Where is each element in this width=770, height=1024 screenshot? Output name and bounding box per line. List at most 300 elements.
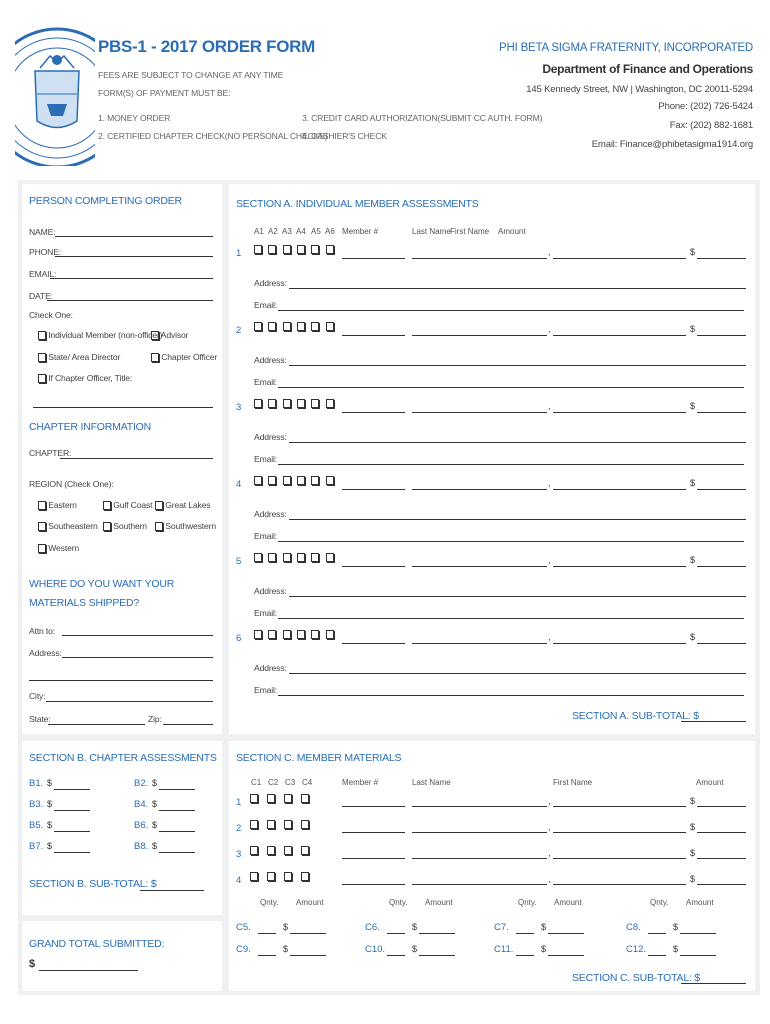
last-name-input[interactable]: [412, 489, 547, 490]
checkbox-icon[interactable]: [311, 553, 319, 562]
address-label: Address:: [254, 278, 287, 288]
date-input[interactable]: [47, 300, 213, 301]
dollar-sign: $: [690, 822, 696, 832]
org-fax: Fax: (202) 882-1681: [669, 120, 753, 131]
material-item-label: C9.: [236, 944, 251, 955]
option-individual-member[interactable]: Individual Member (non-officer): [38, 330, 162, 340]
checkbox-icon[interactable]: [254, 322, 262, 331]
amount-header: Amount: [425, 898, 453, 907]
fee-note: FEES ARE SUBJECT TO CHANGE AT ANY TIME: [98, 70, 284, 80]
form-title: PBS-1 - 2017 ORDER FORM: [98, 37, 315, 56]
dollar-sign: $: [152, 841, 158, 851]
checkbox-icon[interactable]: [268, 322, 276, 331]
member-number-input[interactable]: [342, 412, 405, 413]
last-name-input[interactable]: [412, 258, 547, 259]
col-c-last-name: Last Name: [412, 778, 451, 787]
material-amount-input[interactable]: [290, 955, 326, 956]
chapter-assessment-label: B8.: [134, 841, 149, 852]
dollar-sign: $: [412, 922, 418, 932]
check-one-label: Check One:: [29, 310, 73, 320]
first-name-input[interactable]: [553, 858, 686, 859]
name-input[interactable]: [55, 236, 213, 237]
checkbox-icon[interactable]: [38, 501, 46, 510]
checkbox-icon[interactable]: [151, 353, 159, 362]
checkbox-icon[interactable]: [283, 476, 291, 485]
email-label: Email:: [254, 608, 277, 618]
section-c-heading: SECTION C. MEMBER MATERIALS: [236, 752, 402, 764]
attn-input[interactable]: [62, 635, 213, 636]
last-name-input[interactable]: [412, 884, 547, 885]
checkbox-icon[interactable]: [103, 522, 111, 531]
checkbox-icon[interactable]: [267, 794, 275, 803]
region-gulf-coast[interactable]: Gulf Coast: [103, 500, 152, 510]
phone-label: PHONE:: [29, 247, 62, 257]
email-label: Email:: [254, 531, 277, 541]
amount-input[interactable]: [697, 884, 746, 885]
amount-input[interactable]: [697, 489, 746, 490]
address-input[interactable]: [289, 673, 746, 674]
checkbox-icon[interactable]: [268, 630, 276, 639]
row-number: 4: [236, 875, 242, 886]
qty-input[interactable]: [387, 933, 405, 934]
checkbox-icon[interactable]: [38, 522, 46, 531]
checkbox-icon[interactable]: [326, 399, 334, 408]
checkbox-icon[interactable]: [267, 820, 275, 829]
checkbox-icon[interactable]: [311, 399, 319, 408]
city-label: City:: [29, 691, 46, 701]
first-name-input[interactable]: [553, 884, 686, 885]
member-number-input[interactable]: [342, 489, 405, 490]
col-a2: A2: [268, 227, 278, 236]
checkbox-icon[interactable]: [301, 872, 309, 881]
email-input[interactable]: [278, 618, 744, 619]
col-amount: Amount: [498, 227, 526, 236]
member-number-input[interactable]: [342, 832, 405, 833]
checkbox-icon[interactable]: [284, 794, 292, 803]
dollar-sign: $: [541, 922, 547, 932]
first-name-input[interactable]: [553, 335, 686, 336]
col-a3: A3: [282, 227, 292, 236]
row-number: 4: [236, 479, 242, 490]
row-number: 3: [236, 402, 242, 413]
amount-input[interactable]: [697, 412, 746, 413]
member-number-input[interactable]: [342, 258, 405, 259]
amount-input[interactable]: [697, 258, 746, 259]
checkbox-icon[interactable]: [254, 630, 262, 639]
col-c2: C2: [268, 778, 279, 787]
amount-input[interactable]: [697, 858, 746, 859]
checkbox-icon[interactable]: [268, 245, 276, 254]
checkbox-icon[interactable]: [297, 399, 305, 408]
checkbox-icon[interactable]: [38, 544, 46, 553]
ship-address-label: Address:: [29, 648, 62, 658]
email-input[interactable]: [278, 310, 744, 311]
dollar-sign: $: [152, 820, 158, 830]
col-c3: C3: [285, 778, 296, 787]
qty-input[interactable]: [387, 955, 405, 956]
material-amount-input[interactable]: [680, 955, 716, 956]
section-a-panel: [229, 184, 755, 734]
dollar-sign: $: [690, 555, 696, 565]
dollar-sign: $: [690, 874, 696, 884]
member-number-input[interactable]: [342, 884, 405, 885]
checkbox-icon[interactable]: [297, 322, 305, 331]
dollar-sign: $: [283, 944, 289, 954]
dollar-sign: $: [47, 799, 53, 809]
attn-label: Attn to:: [29, 626, 56, 636]
state-label: State:: [29, 714, 51, 724]
grand-total-panel: [22, 921, 222, 991]
amount-input[interactable]: [697, 832, 746, 833]
comma-separator: ,: [548, 478, 551, 488]
checkbox-icon[interactable]: [254, 399, 262, 408]
qty-header: Qnty.: [389, 898, 408, 907]
dollar-sign: $: [283, 922, 289, 932]
checkbox-icon[interactable]: [267, 846, 275, 855]
row-number: 2: [236, 823, 242, 834]
checkbox-icon[interactable]: [268, 553, 276, 562]
email-input[interactable]: [278, 387, 744, 388]
dollar-sign: $: [541, 944, 547, 954]
member-number-input[interactable]: [342, 643, 405, 644]
dollar-sign: $: [673, 922, 679, 932]
chapter-assessment-label: B4.: [134, 799, 149, 810]
payment-option-4: 4. CASHIER'S CHECK: [302, 131, 387, 141]
zip-label: Zip:: [148, 714, 162, 724]
chapter-assessment-label: B2.: [134, 778, 149, 789]
checkbox-icon[interactable]: [283, 245, 291, 254]
amount-input[interactable]: [697, 566, 746, 567]
qty-input[interactable]: [258, 933, 276, 934]
address-label: Address:: [254, 663, 287, 673]
address-input[interactable]: [289, 365, 746, 366]
chapter-assessment-input[interactable]: [54, 810, 90, 811]
payment-option-2: 2. CERTIFIED CHAPTER CHECK(NO PERSONAL CHECKS): [98, 131, 328, 141]
grand-total-label: GRAND TOTAL SUBMITTED:: [29, 938, 165, 950]
checkbox-icon[interactable]: [155, 501, 163, 510]
comma-separator: ,: [548, 324, 551, 334]
ship-address-input-2[interactable]: [29, 680, 213, 681]
last-name-input[interactable]: [412, 832, 547, 833]
dollar-sign: $: [690, 478, 696, 488]
email-input[interactable]: [278, 695, 744, 696]
section-a-heading: SECTION A. INDIVIDUAL MEMBER ASSESSMENTS: [236, 198, 479, 210]
last-name-input[interactable]: [412, 806, 547, 807]
member-number-input[interactable]: [342, 566, 405, 567]
dollar-sign: $: [690, 848, 696, 858]
col-c4: C4: [302, 778, 313, 787]
payment-option-1: 1. MONEY ORDER: [98, 113, 171, 123]
chapter-assessment-input[interactable]: [159, 831, 195, 832]
checkbox-icon[interactable]: [311, 476, 319, 485]
comma-separator: ,: [548, 874, 551, 884]
material-amount-input[interactable]: [548, 933, 584, 934]
first-name-input[interactable]: [553, 489, 686, 490]
checkbox-icon[interactable]: [311, 245, 319, 254]
first-name-input[interactable]: [553, 832, 686, 833]
region-southern[interactable]: Southern: [103, 521, 147, 531]
region-eastern[interactable]: Eastern: [38, 500, 77, 510]
qty-input[interactable]: [648, 933, 666, 934]
material-item-label: C8.: [626, 922, 641, 933]
date-label: DATE:: [29, 291, 53, 301]
col-a6: A6: [325, 227, 335, 236]
checkbox-icon[interactable]: [38, 374, 46, 383]
checkbox-icon[interactable]: [38, 331, 46, 340]
option-chapter-officer[interactable]: Chapter Officer: [151, 352, 217, 362]
checkbox-icon[interactable]: [297, 630, 305, 639]
col-a5: A5: [311, 227, 321, 236]
chapter-assessment-label: B5.: [29, 820, 44, 831]
checkbox-icon[interactable]: [267, 872, 275, 881]
zip-input[interactable]: [163, 724, 213, 725]
address-input[interactable]: [289, 288, 746, 289]
checkbox-icon[interactable]: [311, 322, 319, 331]
dollar-sign: $: [152, 778, 158, 788]
state-input[interactable]: [48, 724, 145, 725]
row-number: 1: [236, 797, 242, 808]
checkbox-icon[interactable]: [38, 353, 46, 362]
grand-total-dollar: $: [29, 958, 36, 970]
first-name-input[interactable]: [553, 412, 686, 413]
qty-header: Qnty.: [518, 898, 537, 907]
last-name-input[interactable]: [412, 643, 547, 644]
comma-separator: ,: [548, 401, 551, 411]
email-input[interactable]: [50, 278, 213, 279]
chapter-assessment-input[interactable]: [54, 852, 90, 853]
checkbox-icon[interactable]: [268, 399, 276, 408]
shipping-heading-1: WHERE DO YOU WANT YOUR: [29, 578, 175, 590]
comma-separator: ,: [548, 247, 551, 257]
col-c-first-name: First Name: [553, 778, 593, 787]
chapter-assessment-label: B1.: [29, 778, 44, 789]
email-label: Email:: [254, 685, 277, 695]
qty-header: Qnty.: [260, 898, 279, 907]
checkbox-icon[interactable]: [254, 476, 262, 485]
checkbox-icon[interactable]: [311, 630, 319, 639]
last-name-input[interactable]: [412, 566, 547, 567]
qty-input[interactable]: [516, 955, 534, 956]
grand-total-input[interactable]: [39, 970, 138, 971]
checkbox-icon[interactable]: [283, 399, 291, 408]
checkbox-icon[interactable]: [297, 245, 305, 254]
material-item-label: C6.: [365, 922, 380, 933]
dollar-sign: $: [690, 247, 696, 257]
address-input[interactable]: [289, 596, 746, 597]
col-a1: A1: [254, 227, 264, 236]
material-amount-input[interactable]: [290, 933, 326, 934]
material-item-label: C10.: [365, 944, 386, 955]
chapter-input[interactable]: [60, 458, 213, 459]
material-amount-input[interactable]: [680, 933, 716, 934]
address-input[interactable]: [289, 519, 746, 520]
col-member-number: Member #: [342, 227, 379, 236]
first-name-input[interactable]: [553, 806, 686, 807]
region-great-lakes[interactable]: Great Lakes: [155, 500, 210, 510]
qty-input[interactable]: [516, 933, 534, 934]
col-c-amount: Amount: [696, 778, 724, 787]
checkbox-icon[interactable]: [326, 322, 334, 331]
material-item-label: C11.: [494, 944, 514, 955]
checkbox-icon[interactable]: [151, 331, 159, 340]
checkbox-icon[interactable]: [301, 846, 309, 855]
org-email: Email: Finance@phibetasigma1914.org: [591, 139, 753, 150]
section-b-heading: SECTION B. CHAPTER ASSESSMENTS: [29, 752, 217, 764]
amount-header: Amount: [296, 898, 324, 907]
col-first-name: First Name: [450, 227, 490, 236]
amount-input[interactable]: [697, 335, 746, 336]
address-label: Address:: [254, 586, 287, 596]
phone-input[interactable]: [55, 256, 213, 257]
address-label: Address:: [254, 432, 287, 442]
qty-input[interactable]: [258, 955, 276, 956]
dollar-sign: $: [690, 796, 696, 806]
checkbox-icon[interactable]: [250, 846, 258, 855]
material-amount-input[interactable]: [419, 955, 455, 956]
section-b-subtotal-input[interactable]: [140, 890, 204, 891]
section-a-subtotal-label: SECTION A. SUB-TOTAL: $: [572, 710, 699, 722]
amount-input[interactable]: [697, 806, 746, 807]
checkbox-icon[interactable]: [103, 501, 111, 510]
address-label: Address:: [254, 355, 287, 365]
checkbox-icon[interactable]: [326, 630, 334, 639]
email-input[interactable]: [278, 464, 744, 465]
last-name-input[interactable]: [412, 335, 547, 336]
checkbox-icon[interactable]: [250, 794, 258, 803]
dollar-sign: $: [412, 944, 418, 954]
region-label: REGION (Check One):: [29, 479, 114, 489]
chapter-heading: CHAPTER INFORMATION: [29, 421, 152, 433]
checkbox-icon[interactable]: [284, 846, 292, 855]
payment-note: FORM(S) OF PAYMENT MUST BE:: [98, 88, 231, 98]
dollar-sign: $: [673, 944, 679, 954]
checkbox-icon[interactable]: [283, 322, 291, 331]
email-label: Email:: [254, 454, 277, 464]
last-name-input[interactable]: [412, 412, 547, 413]
email-label: EMAIL:: [29, 269, 57, 279]
checkbox-icon[interactable]: [301, 820, 309, 829]
org-name: PHI BETA SIGMA FRATERNITY, INCORPORATED: [499, 42, 753, 54]
dollar-sign: $: [47, 841, 53, 851]
qty-input[interactable]: [648, 955, 666, 956]
checkbox-icon[interactable]: [326, 553, 334, 562]
fraternity-seal: [15, 16, 95, 166]
officer-title-input[interactable]: [33, 407, 213, 408]
amount-input[interactable]: [697, 643, 746, 644]
chapter-assessment-input[interactable]: [159, 789, 195, 790]
checkbox-icon[interactable]: [283, 553, 291, 562]
dollar-sign: $: [152, 799, 158, 809]
checkbox-icon[interactable]: [254, 245, 262, 254]
chapter-label: CHAPTER:: [29, 448, 72, 458]
chapter-assessment-input[interactable]: [54, 789, 90, 790]
city-input[interactable]: [46, 701, 213, 702]
checkbox-icon[interactable]: [284, 820, 292, 829]
material-item-label: C5.: [236, 922, 251, 933]
chapter-assessment-input[interactable]: [54, 831, 90, 832]
org-phone: Phone: (202) 726-5424: [658, 101, 753, 112]
first-name-input[interactable]: [553, 566, 686, 567]
email-label: Email:: [254, 377, 277, 387]
checkbox-icon[interactable]: [284, 872, 292, 881]
checkbox-icon[interactable]: [297, 476, 305, 485]
first-name-input[interactable]: [553, 643, 686, 644]
section-a-subtotal-input[interactable]: [681, 721, 746, 722]
address-label: Address:: [254, 509, 287, 519]
row-number: 2: [236, 325, 242, 336]
checkbox-icon[interactable]: [283, 630, 291, 639]
dollar-sign: $: [690, 324, 696, 334]
col-c1: C1: [251, 778, 262, 787]
comma-separator: ,: [548, 555, 551, 565]
qty-header: Qnty.: [650, 898, 669, 907]
section-c-subtotal-label: SECTION C. SUB-TOTAL: $: [572, 972, 701, 984]
col-last-name: Last Name: [412, 227, 451, 236]
person-heading: PERSON COMPLETING ORDER: [29, 195, 182, 207]
checkbox-icon[interactable]: [301, 794, 309, 803]
checkbox-icon[interactable]: [155, 522, 163, 531]
checkbox-icon[interactable]: [326, 476, 334, 485]
region-southeastern[interactable]: Southeastern: [38, 521, 98, 531]
checkbox-icon[interactable]: [297, 553, 305, 562]
chapter-assessment-label: B7.: [29, 841, 44, 852]
dollar-sign: $: [690, 632, 696, 642]
first-name-input[interactable]: [553, 258, 686, 259]
last-name-input[interactable]: [412, 858, 547, 859]
material-item-label: C12.: [626, 944, 647, 955]
checkbox-icon[interactable]: [250, 872, 258, 881]
member-number-input[interactable]: [342, 335, 405, 336]
org-address: 145 Kennedy Street, NW | Washington, DC 20011-5294: [526, 84, 753, 95]
dollar-sign: $: [47, 820, 53, 830]
member-number-input[interactable]: [342, 806, 405, 807]
section-b-subtotal-label: SECTION B. SUB-TOTAL: $: [29, 878, 157, 890]
comma-separator: ,: [548, 796, 551, 806]
option-officer-title[interactable]: If Chapter Officer, Title:: [38, 373, 132, 383]
chapter-assessment-input[interactable]: [159, 852, 195, 853]
material-amount-input[interactable]: [548, 955, 584, 956]
material-amount-input[interactable]: [419, 933, 455, 934]
member-number-input[interactable]: [342, 858, 405, 859]
checkbox-icon[interactable]: [254, 553, 262, 562]
dollar-sign: $: [47, 778, 53, 788]
comma-separator: ,: [548, 822, 551, 832]
option-advisor[interactable]: Advisor: [151, 330, 188, 340]
section-c-subtotal-input[interactable]: [681, 983, 746, 984]
option-state-director[interactable]: State/ Area Director: [38, 352, 120, 362]
chapter-assessment-label: B3.: [29, 799, 44, 810]
ship-address-input[interactable]: [62, 657, 213, 658]
row-number: 1: [236, 248, 242, 259]
name-label: NAME:: [29, 227, 56, 237]
col-a4: A4: [296, 227, 306, 236]
region-southwestern[interactable]: Southwestern: [155, 521, 216, 531]
chapter-assessment-input[interactable]: [159, 810, 195, 811]
chapter-assessment-label: B6.: [134, 820, 149, 831]
checkbox-icon[interactable]: [250, 820, 258, 829]
email-input[interactable]: [278, 541, 744, 542]
checkbox-icon[interactable]: [268, 476, 276, 485]
comma-separator: ,: [548, 632, 551, 642]
address-input[interactable]: [289, 442, 746, 443]
row-number: 6: [236, 633, 242, 644]
department-name: Department of Finance and Operations: [542, 62, 753, 76]
amount-header: Amount: [554, 898, 582, 907]
row-number: 3: [236, 849, 242, 860]
col-c-member-number: Member #: [342, 778, 379, 787]
checkbox-icon[interactable]: [326, 245, 334, 254]
region-western[interactable]: Western: [38, 543, 79, 553]
